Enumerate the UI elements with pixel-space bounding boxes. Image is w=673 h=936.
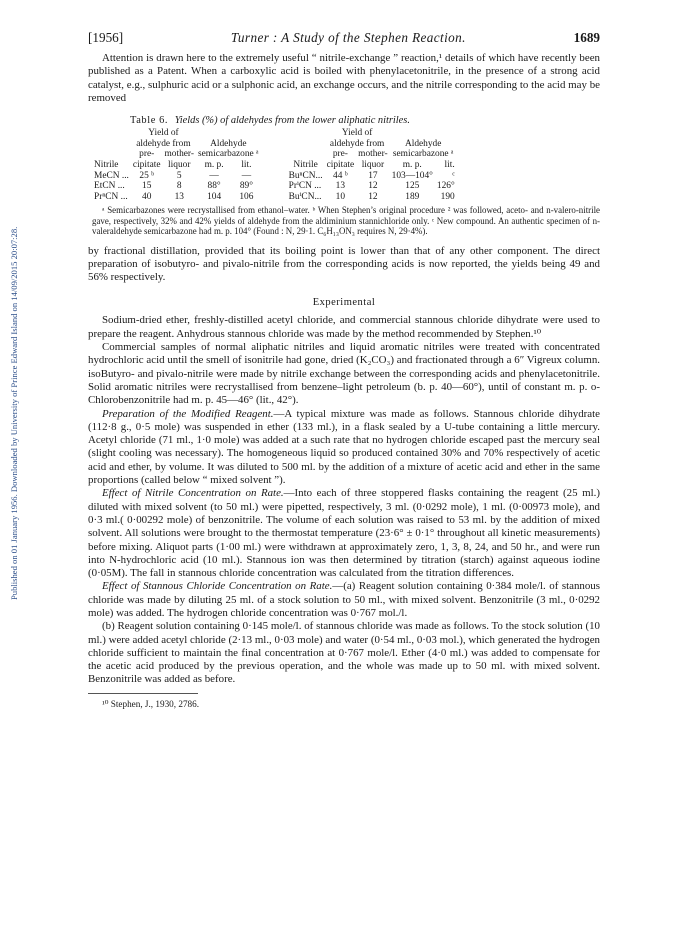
pre-label: pre- [139,149,155,160]
mp-cell: — [209,170,219,181]
modified-reagent-text: —A typical mixture was made as follows. Stannous chloride dihydrate (112·8 g., 0·5 mole) was suspended in ether (133 ml.), in a flask sealed by a U-tube containing a little mercury. Acetyl chloride (71 ml., 1·0 mole) was added at a such rate that no hydrogen chloride escaped past the mercury seal (slight cooling was necessary). The homogeneous liquid so produced contained 30% and 70% respectively of acetic acid and ether, by volume. It was diluted to 500 ml. by the addition of a mixture of acetic acid and ether in the same proportions (called below “ mixed solvent ”). [88,407,600,487]
mp-col-header: m. p. [204,159,224,170]
header-title: Turner : A Study of the Stephen Reaction. [230,30,466,45]
precipitate-cell: 25 ᵇ [139,170,155,181]
footnote-rule [88,693,198,694]
after-table-paragraph: by fractional distillation, provided that its boiling point is lower than that of any other component. The direct preparation of isobutyro- and pivalo-nitrile from the corresponding acids is now reported, the yields being 49 and 56% respectively. [88,244,600,284]
experimental-paragraph-6: (b) Reagent solution containing 0·145 mole/l. of stannous chloride was made as follows. To the stock solution (10 ml.) were added acetyl chloride (2·13 ml., 0·03 mole) and water (0·54 ml., 0·03 mol.), which generated the hydrogen chloride sufficient to maintain the final concentration at 0·767 mole/l. Ether (4·0 ml.) was added to compensate for the acetic acid produced by the previous operation, and the whole was made up to 50 ml. with mixed solvent. Benzonitrile was added as before. [88,620,600,686]
mp-cell: 104 [207,191,222,202]
pre-label-right: pre- [332,149,348,160]
mother-label: mother- [164,149,194,160]
mother-label-right: mother- [358,149,388,160]
lit-col-header-right: lit. [444,159,455,170]
header-row-1 [92,128,457,139]
aldehyde-from-label: aldehyde from [136,138,191,149]
header-year: [1956] [88,30,124,45]
precipitate-cell: 44 ᵇ [333,170,348,181]
experimental-paragraph-4 [88,487,600,580]
header-row-3 [92,149,457,160]
table-row [92,171,457,182]
lit-cell: ᶜ [452,170,455,181]
mp-cell: 103—104° [391,170,433,181]
aldehyde-from-label-right: aldehyde from [329,138,385,149]
table-caption [130,115,600,126]
lit-cell: 190 [440,191,455,202]
table-title: Yields (%) of aldehydes from the lower aliphatic nitriles. [174,115,410,127]
experimental-paragraph-3 [88,408,600,488]
semicarbazone-label: semicarbazone ᵃ [198,149,259,160]
nitrile-cell: BuⁿCN... [288,170,323,181]
experimental-paragraph-1: Sodium-dried ether, freshly-distilled acetyl chloride, and commercial stannous chloride dihydrate were used to prepare the reagent. Anhydrous stannous chloride was made by the method recommended by Stephen.¹⁰ [88,314,600,340]
journal-page [88,30,600,710]
reference-footnote: ¹⁰ Stephen, J., 1930, 2786. [102,698,200,709]
nitrile-col-header: Nitrile [94,159,119,170]
lit-cell: 106 [239,191,254,202]
table-footnotes [92,205,600,236]
table-6 [92,115,600,236]
cipitate-label: cipitate [132,159,161,170]
download-watermark-text: Published on 01 January 1956. Downloaded by University of Prince Edward Island on 14/09/2015 20:07:28. [9,226,19,600]
cipitate-label-right: cipitate [326,159,355,170]
mother-liquor-cell: 17 [368,170,378,181]
nitrile-cell: MeCN ... [94,170,129,181]
running-header [88,30,600,46]
mother-liquor-cell: 12 [368,191,378,202]
header-row-4 [92,160,457,171]
liquor-label: liquor [168,159,191,170]
experimental-heading: Experimental [312,297,376,309]
lit-cell: 126° [436,181,455,192]
header-page-number: 1689 [573,30,600,45]
nitrile-cell: EtCN ... [94,181,125,192]
precipitate-cell: 15 [142,181,152,192]
mp-cell: 189 [405,191,420,202]
section-title-nitrile-concentration: Effect of Nitrile Concentration on Rate. [102,487,284,500]
mp-cell: 125 [405,181,420,192]
table-row [92,192,457,203]
header-row-2 [92,139,457,150]
mp-col-header-right: m. p. [402,159,422,170]
lit-cell: — [241,170,252,181]
mother-liquor-cell: 5 [176,170,182,181]
semicarbazone-label-right: semicarbazone ᵃ [392,149,454,160]
download-watermark [0,130,18,630]
lit-col-header: lit. [241,159,252,170]
yield-of-label-right: Yield of [341,128,373,139]
nitrile-cell: PrⁿCN ... [94,191,128,202]
stannous-concentration-text: —(a) Reagent solution containing 0·384 mole/l. of stannous chloride was made by diluting 25 ml. of a stock solution to 50 ml., with mixed solvent. Benzonitrile (3 ml., 0·0292 mole) was added. The hydrogen chloride concentration was 0·767 mol./l. [88,580,600,619]
aldehyde-label-right: Aldehyde [404,138,442,149]
precipitate-cell: 10 [335,191,346,202]
table-row [92,181,457,192]
precipitate-cell: 40 [142,191,152,202]
table-label: Table 6. [130,115,169,127]
yields-table [92,128,457,202]
table-footnote-text: ᵃ Semicarbazones were recrystallised from ethanol–water. ᵇ When Stephen’s original procedure ² was followed, aceto- and n-valero-nitrile gave, respectively, 32% and 42% yields of aldehyde from the aldiminium stannichloride only. ᶜ New compound. An authentic specimen of n-valeraldehyde semicarbazone had m. p. 104° (Found : N, 29·1. C₆H₁₃ON₃ requires N, 29·4%). [92,205,600,237]
mother-liquor-cell: 13 [174,191,184,202]
lit-cell: 89° [239,181,253,192]
experimental-paragraph-2: Commercial samples of normal aliphatic nitriles and liquid aromatic nitriles were treated with concentrated hydrochloric acid until the smell of isonitrile had gone, dried (K₂CO₃) and fractionated through a 6″ Vigreux column. isoButyro- and pivalo-nitrile were made by nitrile exchange between the corresponding acids and phenylacetonitrile. Solid aromatic nitriles were recrystallised from benzene–light petroleum (b. p. 40—60°), until of constant m. p. o-Chlorobenzonitrile had m. p. 45—46° (lit., 42°). [88,341,600,407]
nitrile-cell: PrⁱCN ... [288,181,322,192]
intro-paragraph: Attention is drawn here to the extremely useful “ nitrile-exchange ” reaction,¹ details of which have recently been published as a Patent. When a carboxylic acid is boiled with phenylacetonitrile, in the presence of a strong acid catalyst, e.g., sulphuric acid or a sulphonic acid, an exchange occurs, and the nitrile corresponding to the acid may be removed [88,52,600,104]
nitrile-concentration-text: —Into each of three stoppered flasks containing the reagent (25 ml.) diluted with mixed solvent (to 50 ml.) were pipetted, respectively, 3 ml. (0·0292 mole), 1 ml. (0·00973 mole), and 0·3 ml.( 0·00292 mole) of benzonitrile. The volume of each solution was raised to 53 ml. by the addition of mixed solvent. All solutions were brought to the thermostat temperature (23·6° ± 0·1° throughout all kinetic measurements) before mixing. Aliquot parts (1·00 ml.) were withdrawn at approximately zero, 1, 3, 8, 24, and 50 hr., and were run into N-hydrochloric acid (10 ml.). Stannous ion was then determined by titration (starch) against aqueous iodine (0·05M). The fall in stannous chloride concentration was calculated from the titration differences. [88,487,600,580]
section-title-stannous-concentration: Effect of Stannous Chloride Concentration on Rate. [102,580,333,593]
section-title-modified-reagent: Preparation of the Modified Reagent. [102,407,274,420]
experimental-paragraph-5 [88,580,600,620]
liquor-label-right: liquor [361,159,385,170]
aldehyde-label: Aldehyde [210,138,247,149]
nitrile-col-header-right: Nitrile [293,159,318,170]
nitrile-cell: BuⁱCN... [288,191,322,202]
precipitate-cell: 13 [335,181,346,192]
mp-cell: 88° [207,181,221,192]
mother-liquor-cell: 8 [176,181,182,192]
yield-of-label: Yield of [148,128,179,139]
mother-liquor-cell: 12 [368,181,378,192]
